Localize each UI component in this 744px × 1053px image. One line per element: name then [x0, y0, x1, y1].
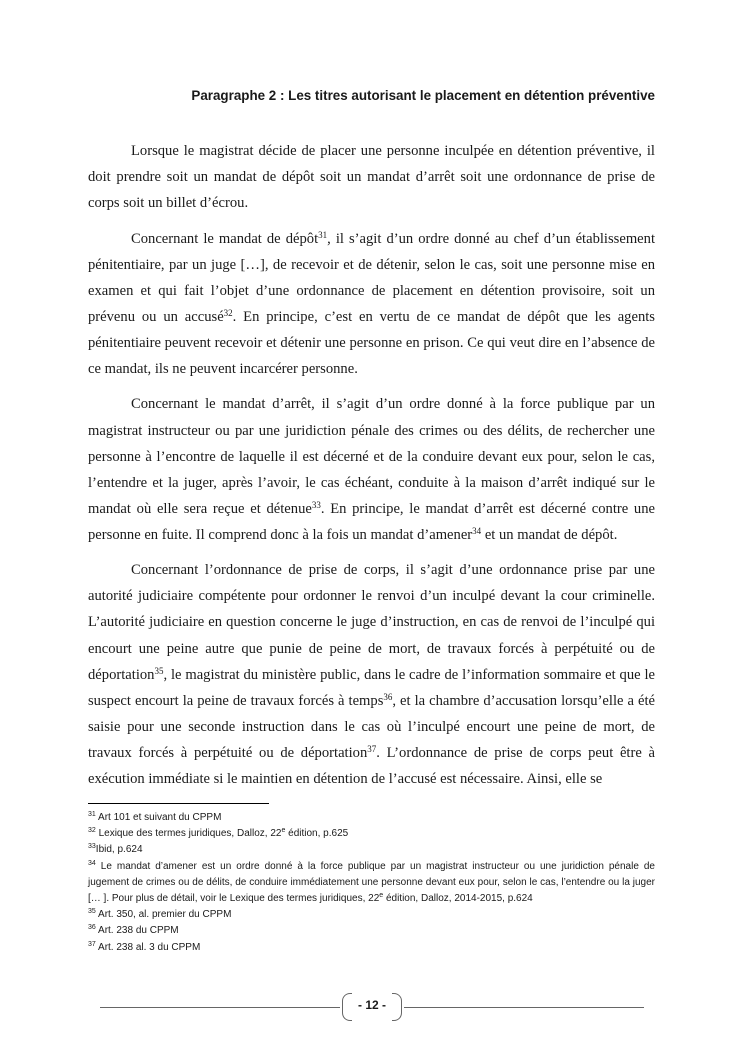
paragraph-2-text-c: . En principe, c’est en vertu de ce mandat de dépôt que les agents pénitentiaire peuvent recevoir et détenir une personne en prison. Ce qui veut dire en l’absence de ce mandat, ils ne peuvent incarcérer personne. — [88, 308, 655, 378]
paragraph-4-text-d: . L’ordonnance de prise de corps peut être à exécution immédiate si le maintien en détention de l’accusé est nécessaire. Ainsi, elle se — [88, 744, 656, 788]
ordinal-superscript: e — [281, 827, 286, 835]
footnotes — [88, 810, 655, 956]
section-heading: Paragraphe 2 : Les titres autorisant le placement en détention préventive — [191, 88, 655, 103]
footnote-37 — [88, 940, 655, 956]
paragraph-4-text-b: , le magistrat du ministère public, dans le cadre de l’information sommaire et que le suspect encourt la peine de travaux forcés à temps — [88, 666, 655, 709]
footnote-ref-32[interactable]: 32 — [223, 307, 233, 318]
footnote-ref-31[interactable]: 31 — [318, 229, 328, 240]
footnote-number: 33 — [88, 843, 96, 851]
paragraph-4 — [88, 557, 655, 792]
footnote-separator — [88, 803, 269, 804]
footnote-ref-35[interactable]: 35 — [154, 665, 164, 676]
footnote-number: 32 — [88, 827, 96, 835]
footnote-number: 36 — [88, 924, 96, 932]
footer-rule-left — [100, 1007, 340, 1008]
footnote-text: Lexique des termes juridiques, Dalloz, 22 — [95, 828, 282, 840]
open-bracket-icon — [342, 993, 352, 1021]
footnote-ref-37[interactable]: 37 — [367, 743, 377, 754]
footnote-number: 34 — [88, 859, 96, 867]
footnote-text: Art. 238 du CPPM — [95, 925, 179, 937]
footnote-35 — [88, 907, 655, 923]
close-bracket-icon — [392, 993, 402, 1021]
footnote-number: 37 — [88, 940, 96, 948]
footnote-text: édition, p.625 — [285, 828, 349, 840]
page-number: - 12 - — [357, 998, 386, 1012]
ordinal-superscript: e — [379, 892, 384, 900]
footnote-text: édition, Dalloz, 2014-2015, p.624 — [383, 893, 533, 905]
footnote-number: 31 — [88, 811, 96, 818]
footnote-ref-34[interactable]: 34 — [472, 525, 482, 536]
footnote-33 — [88, 842, 655, 858]
footnote-36 — [88, 923, 655, 939]
footnote-ref-36[interactable]: 36 — [383, 691, 393, 702]
footnote-text: Art. 238 al. 3 du CPPM — [95, 941, 201, 953]
footnote-text: Ibid, p.624 — [95, 844, 143, 856]
footnote-text: Le mandat d’amener est un ordre donné à la force publique par un magistrat instructeur ou une juridiction pénale de jugement de crimes ou de délits, de conduire immédiatement une personne devant eux pour, selon le cas, l’entendre ou la juger [… ]. Pour plus de détail, voir le Lexique des termes juridiques, 22 — [88, 860, 655, 905]
footnote-31 — [88, 810, 655, 826]
footnote-34 — [88, 859, 655, 908]
paragraph-4-text-a: Concernant l’ordonnance de prise de corps, il s’agit d’une ordonnance prise par une autorité judiciaire compétente pour ordonner le renvoi d’un inculpé devant la cour criminelle. L’autorité judiciaire en question concerne le juge d’instruction, en cas de renvoi de l’inculpé qui encourt une peine autre que punie de peine de mort, de travaux forcés à perpétuité ou de déportation — [88, 562, 655, 683]
paragraph-3 — [88, 391, 655, 548]
paragraph-1 — [88, 138, 655, 216]
body-text — [88, 138, 655, 801]
paragraph-3-text-a: Concernant le mandat d’arrêt, il s’agit d’un ordre donné à la force publique par un magistrat instructeur ou par une juridiction pénale des crimes ou des délits, de rechercher une personne à l’encontre de laquelle il est décerné et de la conduire devant eux pour, selon le cas, l’entendre et la juger, après l’avoir, le cas échéant, conduite à la maison d’arrêt indiqué sur le mandat où elle sera reçue et détenue — [88, 396, 655, 517]
footnote-ref-33[interactable]: 33 — [311, 499, 321, 510]
paragraph-4-text-c: , et la chambre d’accusation lorsqu’elle a été saisie pour une seconde instruction dans le cas où l’inculpé encourt une peine de mort, de travaux forcés à perpétuité ou de déportation — [88, 692, 655, 761]
paragraph-2-text-b: , il s’agit d’un ordre donné au chef d’un établissement pénitentiaire, par un juge […], de recevoir et de détenir, selon le cas, soit une personne mise en examen et qui fait l’objet d’une ordonnance de placement en détention provisoire, soit un prévenu ou un accusé — [88, 230, 656, 325]
footnote-text: Art. 350, al. premier du CPPM — [95, 909, 232, 921]
paragraph-3-text-c: et un mandat de dépôt. — [481, 526, 618, 543]
footer-rule-right — [404, 1007, 644, 1008]
paragraph-1-text: Lorsque le magistrat décide de placer une personne inculpée en détention préventive, il doit prendre soit un mandat de dépôt soit un mandat d’arrêt soit une ordonnance de prise de corps soit un billet d’écrou. — [88, 143, 655, 212]
paragraph-2-text-a: Concernant le mandat de dépôt — [131, 230, 319, 247]
footnote-number: 35 — [88, 908, 96, 916]
footnote-32 — [88, 826, 655, 842]
paragraph-2 — [88, 226, 655, 383]
footnote-text: Art 101 et suivant du CPPM — [95, 812, 222, 823]
page-footer — [100, 992, 644, 1022]
paragraph-3-text-b: . En principe, le mandat d’arrêt est décerné contre une personne en fuite. Il comprend donc à la fois un mandat d’amener — [88, 500, 655, 543]
